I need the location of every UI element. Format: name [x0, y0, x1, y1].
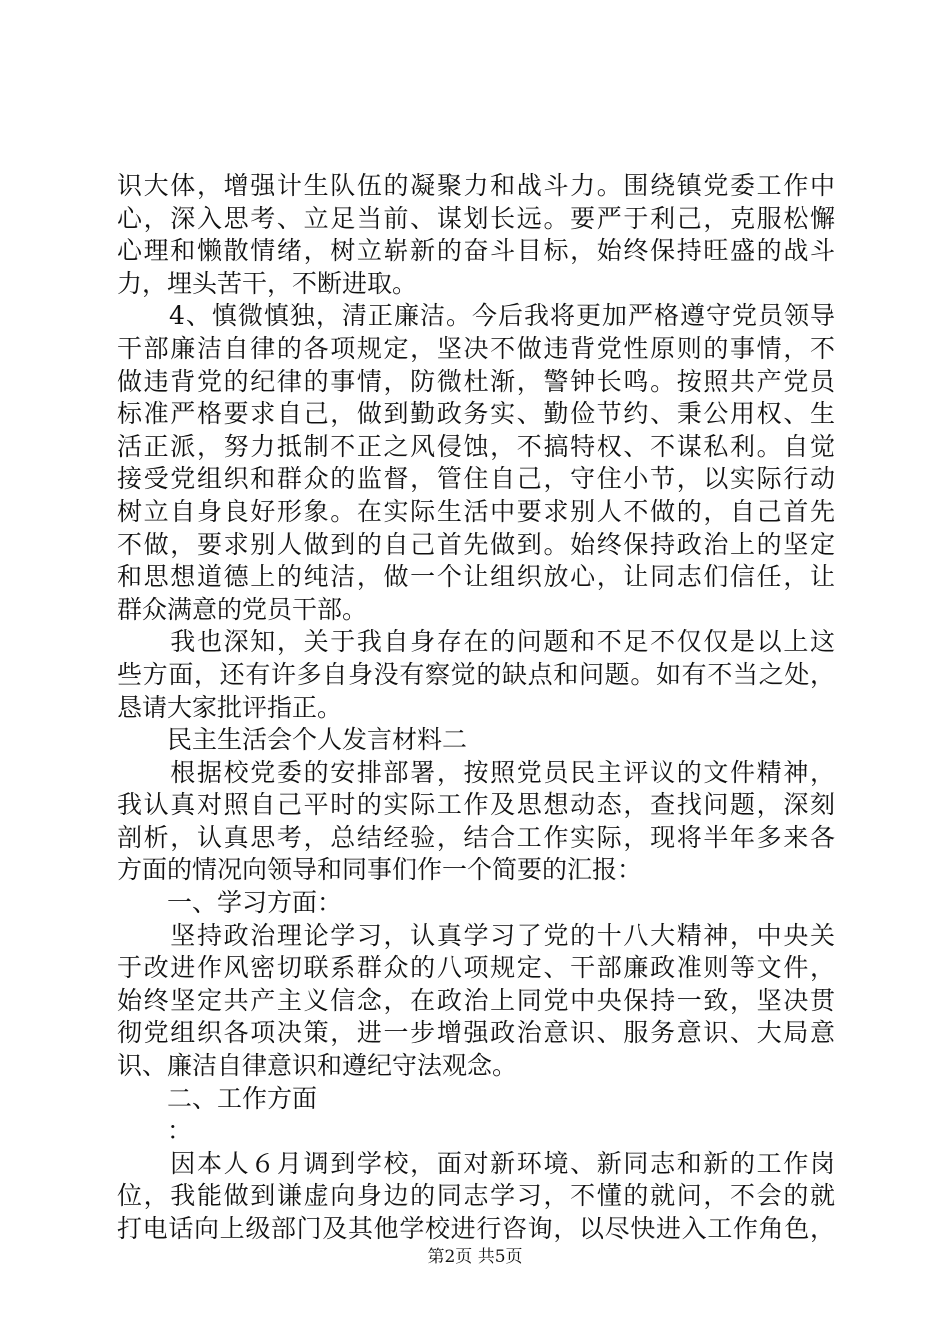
text-line: 根据校党委的安排部署，按照党员民主评议的文件精神，	[117, 757, 835, 787]
text-line: 些方面，还有许多自身没有察觉的缺点和问题。如有不当之处，	[117, 659, 835, 689]
text-line: 于改进作风密切联系群众的八项规定、干部廉政准则等文件，	[117, 953, 835, 983]
text-line: 标准严格要求自己，做到勤政务实、勤俭节约、秉公用权、生	[117, 399, 835, 429]
text-line: 心理和懒散情绪，树立崭新的奋斗目标，始终保持旺盛的战斗	[117, 236, 835, 266]
text-line: 力，埋头苦干，不断进取。	[117, 268, 418, 298]
text-line: 彻党组织各项决策，进一步增强政治意识、服务意识、大局意	[117, 1018, 835, 1048]
document-body	[117, 170, 835, 1246]
page-footer: 第2页 共5页	[427, 1247, 523, 1267]
text-line: 我也深知，关于我自身存在的问题和不足不仅仅是以上这	[117, 627, 835, 657]
text-line: 做违背党的纪律的事情，防微杜渐，警钟长鸣。按照共产党员	[117, 366, 835, 396]
text-line: 识、廉洁自律意识和遵纪守法观念。	[117, 1051, 518, 1081]
text-line: 打电话向上级部门及其他学校进行咨询，以尽快进入工作角色，	[117, 1214, 835, 1243]
text-line: ：	[117, 1116, 193, 1146]
text-line: 因本人６月调到学校，面对新环境、新同志和新的工作岗	[117, 1148, 835, 1178]
text-line: 不做，要求别人做到的自己首先做到。始终保持政治上的坚定	[117, 529, 835, 559]
text-line: 恳请大家批评指正。	[117, 692, 343, 722]
text-line: 和思想道德上的纯洁，做一个让组织放心，让同志们信任，让	[117, 562, 835, 592]
text-line: 树立自身良好形象。在实际生活中要求别人不做的，自己首先	[117, 496, 835, 526]
text-line: 干部廉洁自律的各项规定，坚决不做违背党性原则的事情，不	[117, 333, 835, 363]
text-line: 我认真对照自己平时的实际工作及思想动态，查找问题，深刻	[117, 790, 835, 820]
text-line: 方面的情况向领导和同事们作一个简要的汇报：	[117, 855, 643, 885]
text-line: 一、学习方面：	[117, 888, 343, 918]
text-line: 心，深入思考、立足当前、谋划长远。要严于利己，克服松懈	[117, 203, 835, 233]
text-line: 识大体，增强计生队伍的凝聚力和战斗力。围绕镇党委工作中	[117, 171, 835, 200]
text-line: 4、慎微慎独，清正廉洁。今后我将更加严格遵守党员领导	[117, 301, 835, 331]
text-line: 二、工作方面	[117, 1083, 318, 1113]
text-line: 始终坚定共产主义信念，在政治上同党中央保持一致，坚决贯	[117, 985, 835, 1015]
text-line: 接受党组织和群众的监督，管住自己，守住小节，以实际行动	[117, 464, 835, 494]
text-line: 坚持政治理论学习，认真学习了党的十八大精神，中央关	[117, 920, 835, 950]
text-line: 剖析，认真思考，总结经验，结合工作实际，现将半年多来各	[117, 822, 835, 852]
text-line: 民主生活会个人发言材料二	[117, 725, 468, 755]
text-line: 位，我能做到谦虚向身边的同志学习，不懂的就问，不会的就	[117, 1181, 835, 1211]
text-line: 活正派，努力抵制不正之风侵蚀，不搞特权、不谋私利。自觉	[117, 431, 835, 461]
text-line: 群众满意的党员干部。	[117, 594, 368, 624]
